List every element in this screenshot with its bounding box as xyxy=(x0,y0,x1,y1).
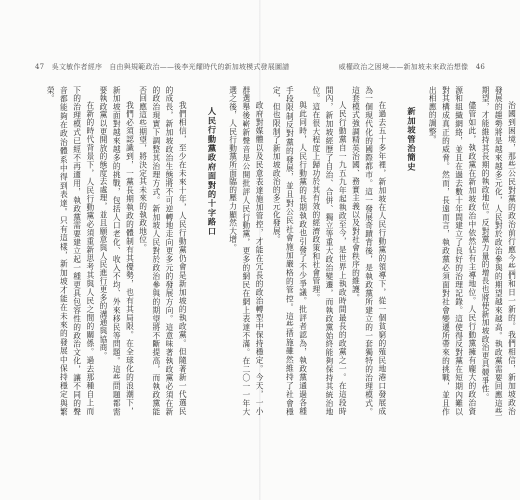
left-running-head xyxy=(30,62,289,72)
section-heading: 人民行動黨政府面對的十字路口 xyxy=(207,106,218,236)
section-heading: 新加坡管治簡史 xyxy=(407,106,418,171)
paragraph: 在新的時代背景下，人民行動黨必須重新思考其與人民之間的關係。過去那種自上而下的治理模式已經不再適用，執政黨需要建立起一種更具包容性的政治文化，讓不同的聲音都能夠在政治體系中得到表達。只有這樣，新加坡才能在未來的發展中保持穩定與繁榮。 xyxy=(46,86,95,416)
paragraph: 我們必須認識到，一黨長期執政的體制有其優勢，也有其局限。在全球化的浪潮下，新加坡面對越來越多的挑戰，包括人口老化、收入不均、外來移民等問題。這些問題都需要執政黨以更開放的態度去處理，並且願意與人民進行更多的溝通與協商。 xyxy=(99,86,135,416)
left-page-number: 47 xyxy=(35,63,45,71)
left-page-text xyxy=(44,86,266,416)
left-running-head-text: 吳文敏作者經序 自由與規範政治——後李光耀時代的新加坡模式發展圖譜 xyxy=(51,63,290,71)
paragraph: 與此同時，人民行動黨的長期執政也引發了不少爭議。批評者認為，執政黨通過各種手段限制反對黨的發展，並且對公民社會施加嚴格的管控。這些措施雖然維持了社會穩定，但也限制了新加坡政治的多元化發展。 xyxy=(272,86,308,416)
paragraph: 人民行動黨自一九五九年起執政至今，是世界上執政時間最長的政黨之一。在這段時間內，新加坡經歷了自治、合併、獨立等重大政治變遷，而執政黨始終能夠保持其統治地位。這在很大程度上歸功於其有效的經濟政策和社會管理。 xyxy=(311,86,348,416)
paragraph: 我們相信，至少在未來十年，人民行動黨仍會是新加坡的執政黨。但隨著新一代選民的成長，新加坡政治生態將不可逆轉地走向更多元的發展方向。這意味著執政黨必須在新的政治現實下調整其治理方式。新加坡人民對於政治參與的期望將不斷提高，而執政黨能否回應這些期望，將決定其未來的執政地位。 xyxy=(138,86,188,416)
right-running-head-text: 威權政治之困境——新加坡未來政治想像 xyxy=(338,63,469,71)
left-page xyxy=(44,86,265,416)
right-page-text xyxy=(270,86,518,416)
right-page-number: 46 xyxy=(475,63,485,71)
paragraph: 治國到困境，那些公民對黨的政治前行應今些們和日一新的。我們相信，新加坡政治發展的趨勢將是越來越多元化，人民對於政治參與的期望越來越高。執政黨需要回應這些期望，才能維持其長期的執政地位。反對黨力量的增長也將使新加坡政治更具競爭性。 xyxy=(481,86,517,416)
paragraph: 儘管如此，執政黨在新加坡政治中依然佔有主導地位。人民行動黨擁有龐大的政治資源和組織網絡，並且在過去數十年間建立了良好的治理記錄。這使得反對黨在短期內難以對其構成真正的威脅。然而，長遠而言，執政黨必須面對社會變遷所帶來的挑戰，並且作出相應的調整。 xyxy=(428,86,477,416)
paragraph: 政府對媒體以及民意表達施加管控，才能在冗長的政治轉型中保持穩定。今天，一小群選舉後嶄新聲音是公開批評人民行動黨，更多的網民在網上表達不滿。在二〇一一年大選之後，人民行動黨所面臨的壓力顯然大增。 xyxy=(228,86,265,416)
paragraph: 在過去五十多年裡，新加坡在人民行動黨的領導下，從一個貧窮的殖民地港口發展成為一個現代化的國際都市。這一發展奇蹟背後，是執政黨所建立的一套獨特的治理模式。這套模式強調精英治國、務實主義以及對社會秩序的維護。 xyxy=(351,86,387,416)
right-page xyxy=(270,86,517,416)
right-running-head xyxy=(339,62,490,72)
